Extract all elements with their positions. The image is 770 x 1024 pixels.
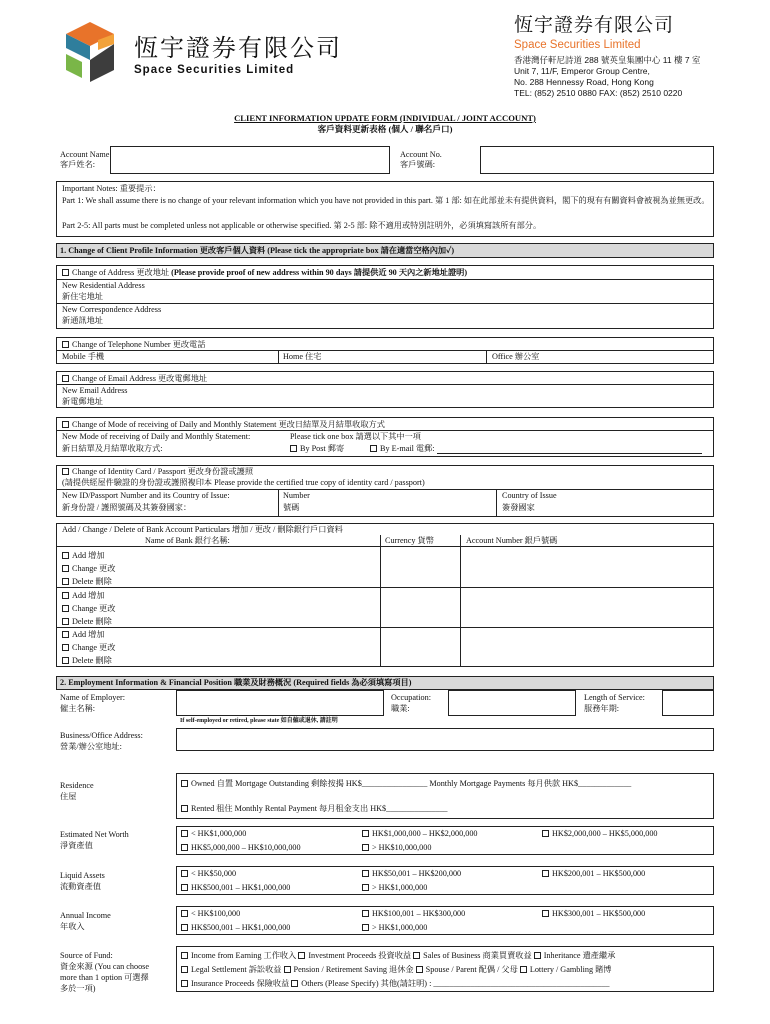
option-label: > HK$1,000,000 xyxy=(372,883,428,892)
residence-label-en: Residence xyxy=(60,781,94,790)
pension-label: Pension / Retirement Saving 退休金 xyxy=(293,965,414,974)
header-company-cn: 恆宇證券有限公司 xyxy=(514,15,675,36)
statement-change-label: Change of Mode of receiving of Daily and Monthly Statement 更改日結單及月結單收取方式 xyxy=(72,420,385,429)
lottery-checkbox[interactable] xyxy=(520,966,527,973)
option-label: HK$1,000,000 – HK$2,000,000 xyxy=(372,829,478,838)
rented-label: Rented 租住 Monthly Rental Payment 每月租金支出 HK$_______________ xyxy=(191,804,448,813)
id-change-label: Change of Identity Card / Passport 更改身份證或護照 xyxy=(72,467,254,476)
number-label-cn: 號碼 xyxy=(283,503,300,512)
by-post-label: By Post 郵寄 xyxy=(300,444,345,453)
option-label: HK$2,000,000 – HK$5,000,000 xyxy=(552,829,658,838)
option-checkbox[interactable] xyxy=(181,830,188,837)
sales-business-checkbox[interactable] xyxy=(413,952,420,959)
legal-settlement-label: Legal Settlement 訴訟收益 xyxy=(191,965,282,974)
header-company-en: Space Securities Limited xyxy=(514,39,641,51)
add-checkbox[interactable] xyxy=(62,552,69,559)
residence-owned-option xyxy=(181,779,631,789)
income-option-2 xyxy=(362,909,465,919)
spouse-parent-checkbox[interactable] xyxy=(416,966,423,973)
email-change-row xyxy=(62,374,207,384)
new-residential-field[interactable] xyxy=(150,281,710,301)
new-correspondence-field[interactable] xyxy=(180,305,710,325)
add-checkbox[interactable] xyxy=(62,631,69,638)
option-checkbox[interactable] xyxy=(181,844,188,851)
liquid-option-2 xyxy=(362,869,461,879)
liquid-option-3 xyxy=(542,869,645,879)
income-option-4 xyxy=(181,923,290,933)
add-checkbox[interactable] xyxy=(62,592,69,599)
phone-change-checkbox[interactable] xyxy=(62,341,69,348)
phone-change-row xyxy=(62,340,205,350)
income-option-3 xyxy=(542,909,645,919)
account-name-label-en: Account Name xyxy=(60,150,110,159)
option-checkbox[interactable] xyxy=(362,884,369,891)
liquid-option-4 xyxy=(181,883,290,893)
by-email-field[interactable] xyxy=(437,445,702,454)
source-fund-line-3 xyxy=(181,979,609,989)
employer-label-cn: 僱主名稱: xyxy=(60,704,96,713)
bank-name-col-header: Name of Bank 銀行名稱: xyxy=(145,536,230,545)
residence-label-cn: 住屋 xyxy=(60,792,77,801)
income-option-1 xyxy=(181,909,240,919)
bank-row-2-options xyxy=(62,589,115,629)
by-email-label: By E-mail 電郵: xyxy=(380,444,435,453)
others-checkbox[interactable] xyxy=(291,980,298,987)
option-checkbox[interactable] xyxy=(542,830,549,837)
company-name-cn: 恆宇證券有限公司 xyxy=(134,35,342,62)
option-label: > HK$10,000,000 xyxy=(372,843,432,852)
option-checkbox[interactable] xyxy=(542,910,549,917)
option-label: < HK$50,000 xyxy=(191,869,237,878)
change-label: Change 更改 xyxy=(72,643,116,653)
change-checkbox[interactable] xyxy=(62,644,69,651)
header-tel-fax: TEL: (852) 2510 0880 FAX: (852) 2510 0220 xyxy=(514,88,683,98)
service-field[interactable] xyxy=(662,690,714,716)
option-label: > HK$1,000,000 xyxy=(372,923,428,932)
net-worth-label-cn: 淨資產值 xyxy=(60,841,93,850)
option-checkbox[interactable] xyxy=(181,910,188,917)
id-change-checkbox[interactable] xyxy=(62,468,69,475)
office-label: Office 辦公室 xyxy=(492,352,540,361)
change-checkbox[interactable] xyxy=(62,565,69,572)
owned-checkbox[interactable] xyxy=(181,780,188,787)
business-address-label-en: Business/Office Address: xyxy=(60,731,143,740)
legal-settlement-checkbox[interactable] xyxy=(181,966,188,973)
self-employed-note: If self-employed or retired, please state 如自僱或退休, 請註明 xyxy=(180,718,338,724)
option-label: HK$500,001 – HK$1,000,000 xyxy=(191,923,291,932)
by-post-checkbox[interactable] xyxy=(290,445,297,452)
net-worth-option-3 xyxy=(542,829,658,839)
net-worth-option-4 xyxy=(181,843,301,853)
change-checkbox[interactable] xyxy=(62,605,69,612)
inheritance-checkbox[interactable] xyxy=(534,952,541,959)
bank-table-title: Add / Change / Delete of Bank Account Particulars 增加 / 更改 / 刪除銀行戶口資料 xyxy=(62,525,343,534)
delete-checkbox[interactable] xyxy=(62,618,69,625)
net-worth-option-1 xyxy=(181,829,246,839)
lottery-label: Lottery / Gambling 賭博 xyxy=(529,965,612,974)
others-label: Others (Please Specify) 其他(請註明) : ___________________________________________ xyxy=(301,979,610,988)
liquid-assets-label-cn: 流動資產值 xyxy=(60,882,101,891)
bank-row-3-options xyxy=(62,628,115,668)
occupation-label-cn: 職業: xyxy=(391,704,410,713)
service-label-en: Length of Service: xyxy=(584,693,645,702)
option-label: HK$5,000,000 – HK$10,000,000 xyxy=(191,843,301,852)
company-name-en: Space Securities Limited xyxy=(134,64,295,76)
account-no-label-en: Account No. xyxy=(400,150,442,159)
statement-change-row xyxy=(62,420,385,430)
account-no-field[interactable] xyxy=(480,146,714,174)
account-no-label-cn: 客戶號碼: xyxy=(400,160,436,169)
liquid-assets-label-en: Liquid Assets xyxy=(60,871,105,880)
new-residential-label-en: New Residential Address xyxy=(62,281,145,290)
home-label: Home 住宅 xyxy=(283,352,322,361)
delete-label: Delete 刪除 xyxy=(72,617,112,627)
new-correspondence-label-en: New Correspondence Address xyxy=(62,305,162,314)
statement-change-checkbox[interactable] xyxy=(62,421,69,428)
header-address-cn: 香港灣仔軒尼詩道 288 號英皇集團中心 11 樓 7 室 xyxy=(514,55,701,65)
option-label: HK$100,001 – HK$300,000 xyxy=(372,909,466,918)
occupation-label-en: Occupation: xyxy=(391,693,432,702)
account-name-field[interactable] xyxy=(110,146,390,174)
address-change-checkbox[interactable] xyxy=(62,269,69,276)
net-worth-label-en: Estimated Net Worth xyxy=(60,830,129,839)
section1-title: 1. Change of Client Profile Information 更改客戶個人資料 (Please tick the appropriate box 請在適當空格內加✓) xyxy=(60,246,455,255)
annual-income-label-cn: 年收入 xyxy=(60,922,85,931)
email-change-label: Change of Email Address 更改電郵地址 xyxy=(72,374,208,383)
tick-one-note: Please tick one box 請選以下其中一項 xyxy=(290,432,421,441)
header-address-en2: No. 288 Hennessy Road, Hong Kong xyxy=(514,77,654,87)
email-change-checkbox[interactable] xyxy=(62,375,69,382)
add-label: Add 增加 xyxy=(72,551,105,560)
option-label: HK$500,001 – HK$1,000,000 xyxy=(191,883,291,892)
option-checkbox[interactable] xyxy=(362,830,369,837)
delete-checkbox[interactable] xyxy=(62,578,69,585)
option-label: HK$300,001 – HK$500,000 xyxy=(552,909,646,918)
add-label: Add 增加 xyxy=(72,591,105,600)
add-label: Add 增加 xyxy=(72,630,105,639)
new-email-label-cn: 新電郵地址 xyxy=(62,397,103,406)
option-checkbox[interactable] xyxy=(362,870,369,877)
spouse-parent-label: Spouse / Parent 配偶 / 父母 xyxy=(425,965,518,974)
by-post-option xyxy=(290,444,344,454)
option-checkbox[interactable] xyxy=(542,870,549,877)
new-mode-label-en: New Mode of receiving of Daily and Monthly Statement: xyxy=(62,432,251,441)
option-checkbox[interactable] xyxy=(181,884,188,891)
sales-business-label: Sales of Business 商業買賣收益 xyxy=(423,951,532,960)
employer-field[interactable] xyxy=(176,690,384,716)
service-label-cn: 服務年期: xyxy=(584,704,620,713)
liquid-option-1 xyxy=(181,869,236,879)
insurance-label: Insurance Proceeds 保險收益 xyxy=(191,979,290,988)
account-name-label-cn: 客戶姓名: xyxy=(60,160,96,169)
source-fund-label-en: Source of Fund: xyxy=(60,951,113,960)
source-fund-label-cn3: 多於一項) xyxy=(60,984,96,993)
option-checkbox[interactable] xyxy=(181,870,188,877)
pension-checkbox[interactable] xyxy=(284,966,291,973)
liquid-option-5 xyxy=(362,883,427,893)
business-address-label-cn: 營業/辦公室地址: xyxy=(60,742,122,751)
notes-part1: Part 1: We shall assume there is no change of your relevant information which you have not provided in this part. 第 1 部: 如在此部並未有提供資料，閣下的現有有關資料會被視為並無更改。 xyxy=(62,196,710,205)
business-address-field[interactable] xyxy=(176,728,714,751)
income-option-5 xyxy=(362,923,427,933)
new-id-label-cn: 新身份證 / 護照號碼及其簽發國家： xyxy=(62,503,192,512)
source-fund-line-2 xyxy=(181,965,611,975)
form-title-cn: 客戶資料更新表格 (個人 / 聯名戶口) xyxy=(317,124,453,134)
option-checkbox[interactable] xyxy=(362,844,369,851)
header-address-en1: Unit 7, 11/F, Emperor Group Centre, xyxy=(514,66,650,76)
new-email-label-en: New Email Address xyxy=(62,386,128,395)
delete-checkbox[interactable] xyxy=(62,657,69,664)
source-fund-label-cn1: 資金來源 (You can choose xyxy=(60,962,149,971)
annual-income-label-en: Annual Income xyxy=(60,911,111,920)
insurance-checkbox[interactable] xyxy=(181,980,188,987)
source-fund-line-1 xyxy=(181,951,615,961)
country-label-en: Country of Issue xyxy=(502,491,557,500)
bank-row-1-options xyxy=(62,549,115,589)
option-label: HK$200,001 – HK$500,000 xyxy=(552,869,646,878)
option-label: < HK$100,000 xyxy=(191,909,241,918)
company-logo xyxy=(52,20,128,84)
option-checkbox[interactable] xyxy=(181,924,188,931)
inheritance-label: Inheritance 遺產繼承 xyxy=(543,951,616,960)
currency-col-header: Currency 貨幣 xyxy=(385,536,434,545)
income-earning-checkbox[interactable] xyxy=(181,952,188,959)
net-worth-option-5 xyxy=(362,843,431,853)
change-label: Change 更改 xyxy=(72,564,116,574)
country-label-cn: 簽發國家 xyxy=(502,503,535,512)
account-no-col-header: Account Number 銀戶號碼 xyxy=(466,536,558,545)
income-earning-label: Income from Earning 工作收入 xyxy=(191,951,297,960)
option-checkbox[interactable] xyxy=(362,924,369,931)
address-change-row xyxy=(62,268,467,278)
by-email-option xyxy=(370,444,702,454)
id-change-row xyxy=(62,467,253,477)
residence-rented-option xyxy=(181,804,448,814)
address-proof-note: (Please provide proof of new address within 90 days 請提供近 90 天內之新地址證明) xyxy=(171,268,468,277)
address-change-label: Change of Address 更改地址 xyxy=(72,268,170,277)
net-worth-option-2 xyxy=(362,829,478,839)
phone-change-label: Change of Telephone Number 更改電話 xyxy=(72,340,206,349)
rented-checkbox[interactable] xyxy=(181,805,188,812)
number-label-en: Number xyxy=(283,491,310,500)
delete-label: Delete 刪除 xyxy=(72,577,112,587)
delete-label: Delete 刪除 xyxy=(72,656,112,666)
change-label: Change 更改 xyxy=(72,604,116,614)
id-change-note: (請提供經屋件驗證的身份證或護照複印本 Please provide the certified true copy of identity card / passport) xyxy=(62,478,425,487)
new-residential-label-cn: 新住宅地址 xyxy=(62,292,103,301)
employer-label-en: Name of Employer: xyxy=(60,693,126,702)
option-checkbox[interactable] xyxy=(362,910,369,917)
new-id-label-en: New ID/Passport Number and its Country of Issue: xyxy=(62,491,230,500)
new-mode-label-cn: 新日結單及月結單收取方式: xyxy=(62,444,163,453)
occupation-field[interactable] xyxy=(448,690,576,716)
by-email-checkbox[interactable] xyxy=(370,445,377,452)
investment-checkbox[interactable] xyxy=(298,952,305,959)
investment-label: Investment Proceeds 投資收益 xyxy=(308,951,412,960)
option-label: HK$50,001 – HK$200,000 xyxy=(372,869,462,878)
form-title-en: CLIENT INFORMATION UPDATE FORM (INDIVIDUAL / JOINT ACCOUNT) xyxy=(234,113,536,123)
new-correspondence-label-cn: 新通訊地址 xyxy=(62,316,103,325)
source-fund-label-cn2: more than 1 option 可選擇 xyxy=(60,973,149,982)
owned-label: Owned 自置 Mortgage Outstanding 剩餘按揭 HK$________________ Monthly Mortgage Payments 每月供款 HK$_____________ xyxy=(191,779,632,788)
mobile-label: Mobile 手機 xyxy=(62,352,105,361)
option-label: < HK$1,000,000 xyxy=(191,829,247,838)
section2-title: 2. Employment Information & Financial Position 職業及財務概況 (Required fields 為必須填寫項目) xyxy=(60,678,412,687)
notes-part2: Part 2-5: All parts must be completed unless not applicable or otherwise specified. 第 2-5 部: 除不適用或特別註明外，必須填寫該所有部分。 xyxy=(62,221,542,230)
notes-heading: Important Notes: 重要提示： xyxy=(62,184,161,193)
